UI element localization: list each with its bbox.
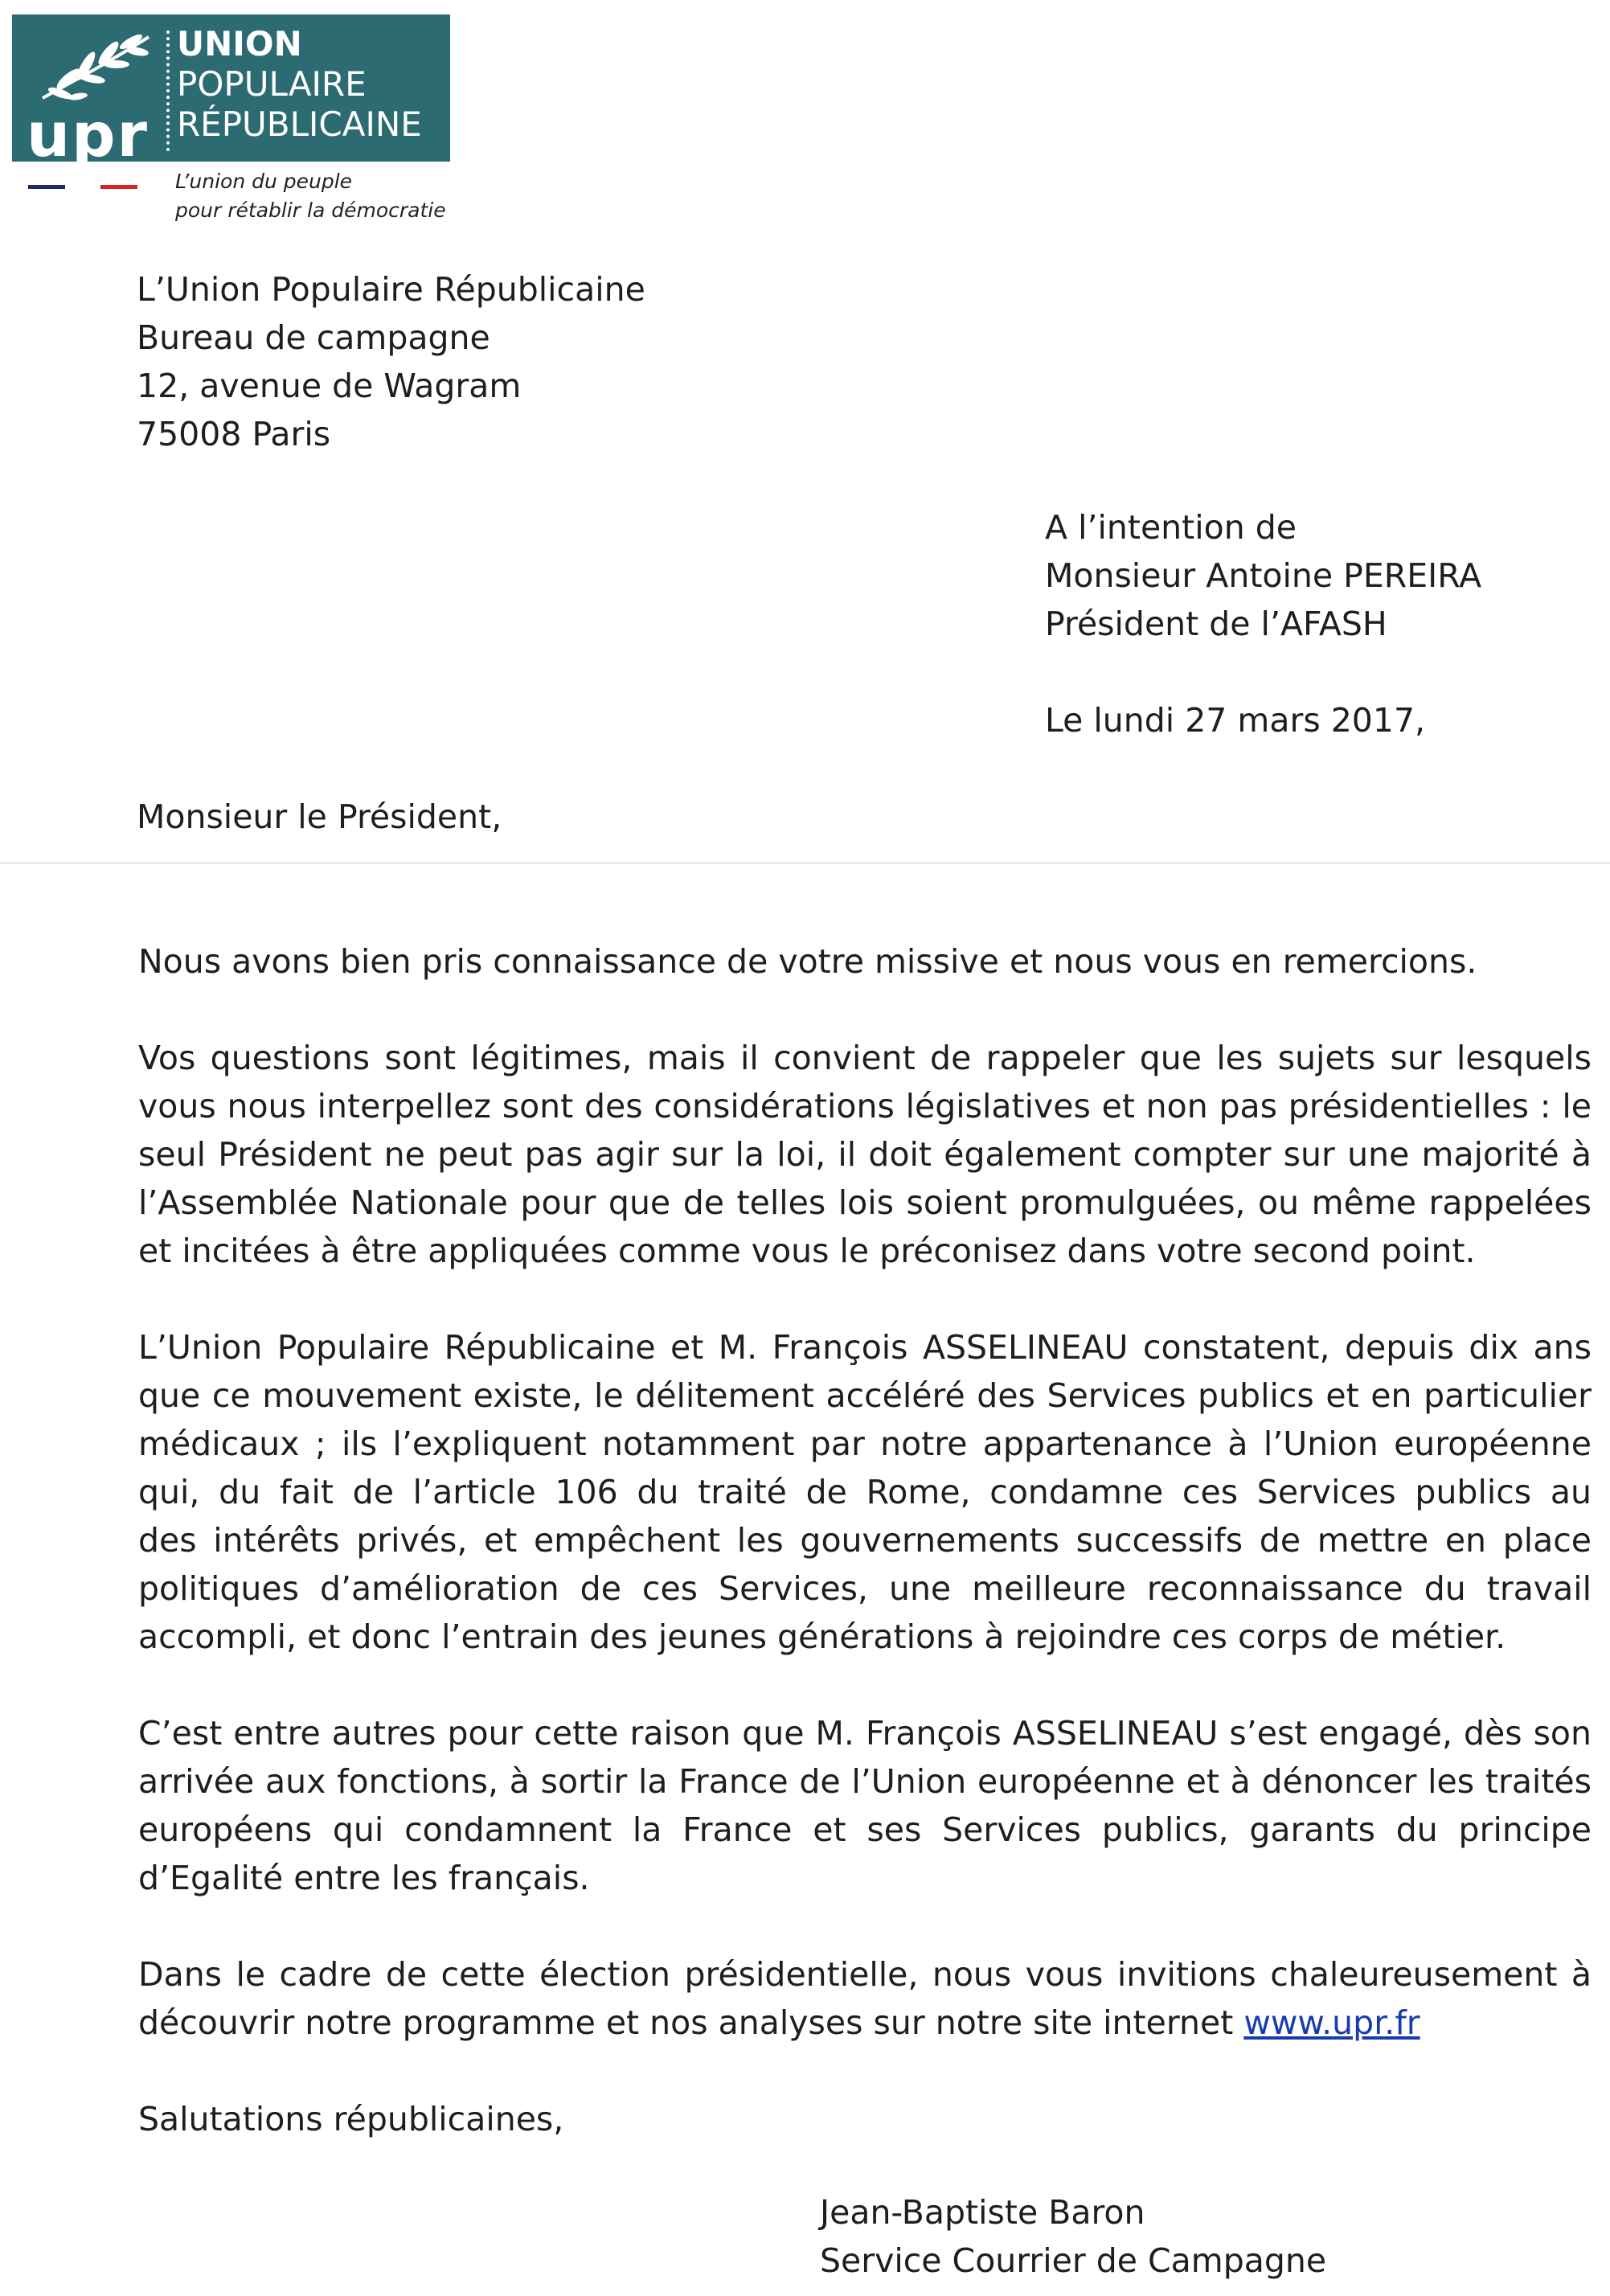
paragraph-line: C’est entre autres pour cette raison que M. François ASSELINEAU s’est engagé, dès son	[138, 1714, 1592, 1753]
paragraph-line-text: découvrir notre programme et nos analyses sur notre site internet	[138, 2003, 1244, 2042]
paragraph-5	[138, 1950, 1592, 2047]
letter-date	[1045, 696, 1425, 744]
olive-branch-icon	[36, 27, 157, 108]
paragraph-2	[138, 1034, 1592, 1275]
recipient-address	[1045, 503, 1481, 648]
paragraph-line: seul Président ne peut pas agir sur la loi, il doit également compter sur une majorité à	[138, 1135, 1592, 1174]
sender-address	[137, 265, 645, 458]
upr-logo	[12, 14, 450, 170]
paragraph-1	[138, 937, 1592, 986]
paragraph-line: accompli, et donc l’entrain des jeunes générations à rejoindre ces corps de métier.	[138, 1617, 1506, 1656]
paragraph-line: politiques d’amélioration de ces Services, une meilleure reconnaissance du travail	[138, 1569, 1592, 1608]
flag-dash-blue	[28, 185, 65, 189]
paragraph-line: Vos questions sont légitimes, mais il convient de rappeler que les sujets sur lesquels	[138, 1039, 1592, 1077]
paragraph-line: médicaux ; ils l’expliquent notamment par notre appartenance à l’Union européenne	[138, 1425, 1592, 1463]
paragraph-line: européens qui condamnent la France et ses Services publics, garants du principe	[138, 1810, 1592, 1849]
sender-line: 75008 Paris	[137, 415, 331, 453]
sender-line: Bureau de campagne	[137, 318, 490, 357]
paragraph-line: arrivée aux fonctions, à sortir la France de l’Union européenne et à dénoncer les traités	[138, 1762, 1592, 1801]
closing-text: Salutations républicaines,	[138, 2100, 564, 2138]
paragraph-3	[138, 1323, 1592, 1661]
recipient-line: Président de l’AFASH	[1045, 605, 1387, 643]
sender-line: 12, avenue de Wagram	[137, 367, 522, 405]
salutation	[137, 793, 502, 841]
date-text: Le lundi 27 mars 2017,	[1045, 701, 1426, 740]
paragraph-line: Dans le cadre de cette élection présidentielle, nous vous invitions chaleureusement à	[138, 1955, 1592, 1994]
tagline-line-2: pour rétablir la démocratie	[175, 199, 446, 222]
flag-dash-red	[100, 185, 137, 189]
logo-line-populaire: POPULAIRE	[177, 64, 367, 104]
closing	[138, 2095, 563, 2143]
paragraph-4	[138, 1709, 1592, 1902]
paragraph-line: L’Union Populaire Républicaine et M. François ASSELINEAU constatent, depuis dix ans	[138, 1328, 1592, 1367]
recipient-line: Monsieur Antoine PEREIRA	[1045, 556, 1482, 595]
salutation-text: Monsieur le Président,	[137, 797, 502, 836]
paragraph-line: l’Assemblée Nationale pour que de telles lois soient promulguées, ou même rappelées	[138, 1183, 1592, 1222]
logo-mark-text: upr	[27, 99, 149, 170]
paragraph-line	[138, 1999, 1592, 2047]
paragraph-line: des intérêts privés, et empêchent les gouvernements successifs de mettre en place	[138, 1521, 1592, 1560]
recipient-line: A l’intention de	[1045, 508, 1297, 547]
paragraph-line: qui, du fait de l’article 106 du traité de Rome, condamne ces Services publics au	[138, 1473, 1592, 1511]
paragraph-line: d’Egalité entre les français.	[138, 1859, 590, 1897]
sender-line: L’Union Populaire Républicaine	[137, 270, 645, 309]
paragraph-line: Nous avons bien pris connaissance de votre missive et nous vous en remercions.	[138, 942, 1477, 981]
signature-block	[820, 2188, 1326, 2285]
logo-tagline	[175, 167, 446, 225]
paragraph-line: que ce mouvement existe, le délitement accéléré des Services publics et en particulier	[138, 1376, 1592, 1415]
tagline-line-1: L’union du peuple	[175, 170, 353, 193]
signature-role: Service Courrier de Campagne	[820, 2241, 1327, 2280]
paper-fold	[0, 862, 1610, 864]
logo-line-republicaine: RÉPUBLICAINE	[177, 105, 422, 144]
website-link[interactable]: www.upr.fr	[1243, 2003, 1420, 2042]
logo-line-union: UNION	[177, 24, 302, 64]
paragraph-line: et incitées à être appliquées comme vous le préconisez dans votre second point.	[138, 1232, 1476, 1270]
signature-name: Jean-Baptiste Baron	[820, 2193, 1145, 2232]
logo-separator	[166, 31, 170, 151]
paragraph-line: vous nous interpellez sont des considérations législatives et non pas présidentielles : le	[138, 1087, 1592, 1125]
